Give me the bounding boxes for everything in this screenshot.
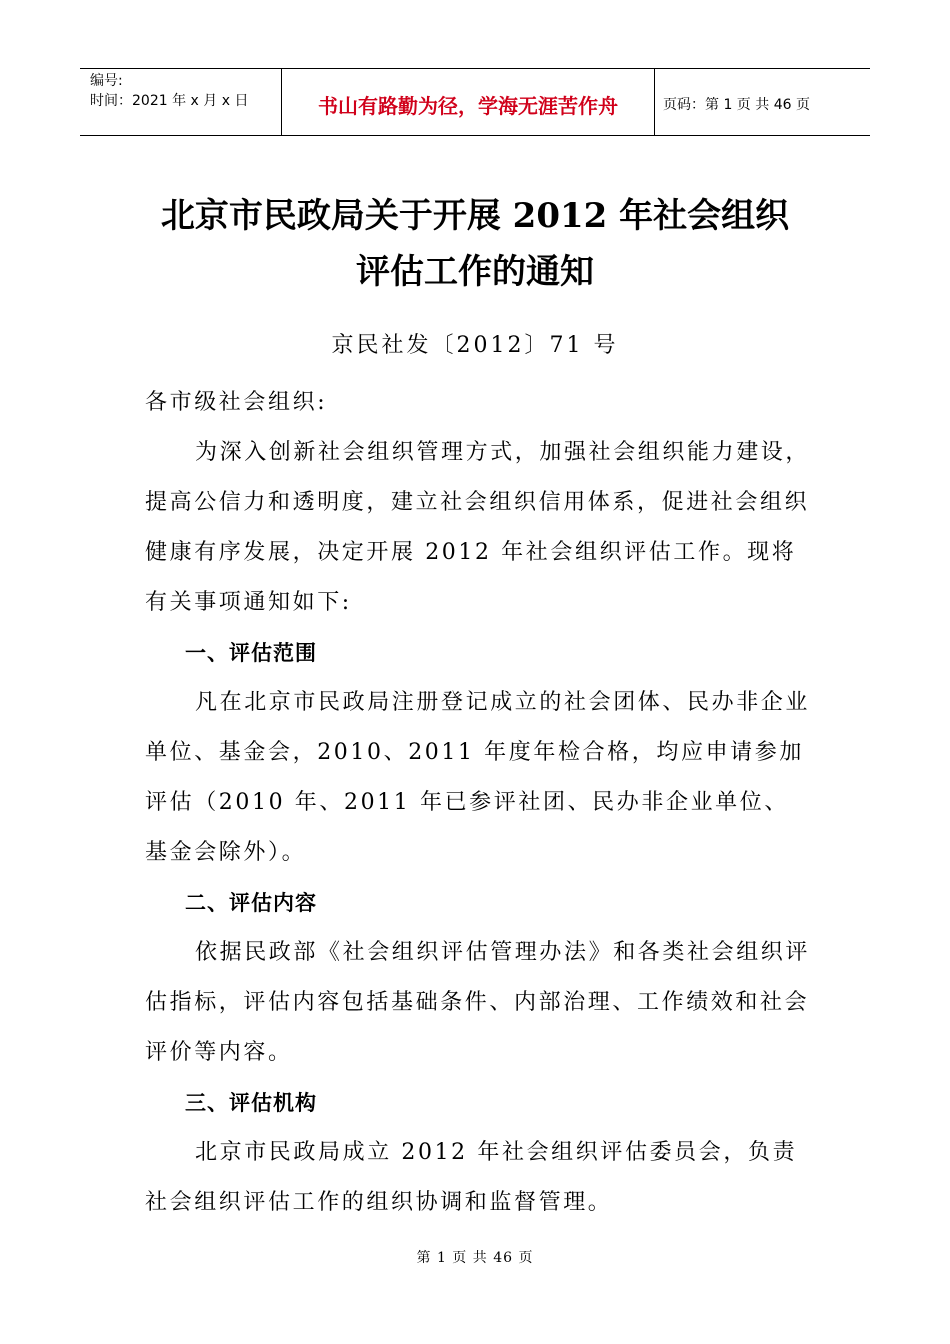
section-heading-scope: 一、评估范围 — [185, 641, 317, 665]
number-label: 编号: — [90, 73, 123, 89]
title-line-2: 评估工作的通知 — [356, 252, 594, 292]
section-text-scope: 凡在北京市民政局注册登记成立的社会团体、民办非企业单位、基金会，2010、2011 年度年检合格，均应申请参加评估（2010 年、2011 年已参评社团、民办非企业单位、基金会除外）。 — [145, 690, 811, 865]
header-meta — [80, 69, 281, 135]
salutation: 各市级社会组织: — [145, 390, 328, 415]
document-header — [80, 68, 870, 136]
intro-paragraph: 为深入创新社会组织管理方式，加强社会组织能力建设，提高公信力和透明度，建立社会组织信用体系，促进社会组织健康有序发展，决定开展 2012 年社会组织评估工作。现将有关事项通知如下: — [145, 440, 811, 615]
header-motto: 书山有路勤为径，学海无涯苦作舟 — [281, 69, 655, 135]
section-heading-organization: 三、评估机构 — [185, 1091, 317, 1115]
section-heading-content: 二、评估内容 — [185, 891, 317, 915]
document-title — [0, 188, 950, 300]
section-text-organization: 北京市民政局成立 2012 年社会组织评估委员会，负责社会组织评估工作的组织协调和监督管理。 — [145, 1140, 798, 1215]
header-page-info: 页码：第 1 页 共 46 页 — [663, 97, 810, 113]
page-footer: 第 1 页 共 46 页 — [416, 1250, 534, 1266]
document-body — [145, 378, 810, 1228]
section-text-content: 依据民政部《社会组织评估管理办法》和各类社会组织评估指标，评估内容包括基础条件、内部治理、工作绩效和社会评价等内容。 — [145, 940, 811, 1065]
time-label: 时间：2021 年 x 月 x 日 — [90, 93, 249, 109]
title-line-1: 北京市民政局关于开展 2012 年社会组织 — [160, 196, 790, 236]
document-number: 京民社发〔2012〕71 号 — [331, 333, 619, 358]
